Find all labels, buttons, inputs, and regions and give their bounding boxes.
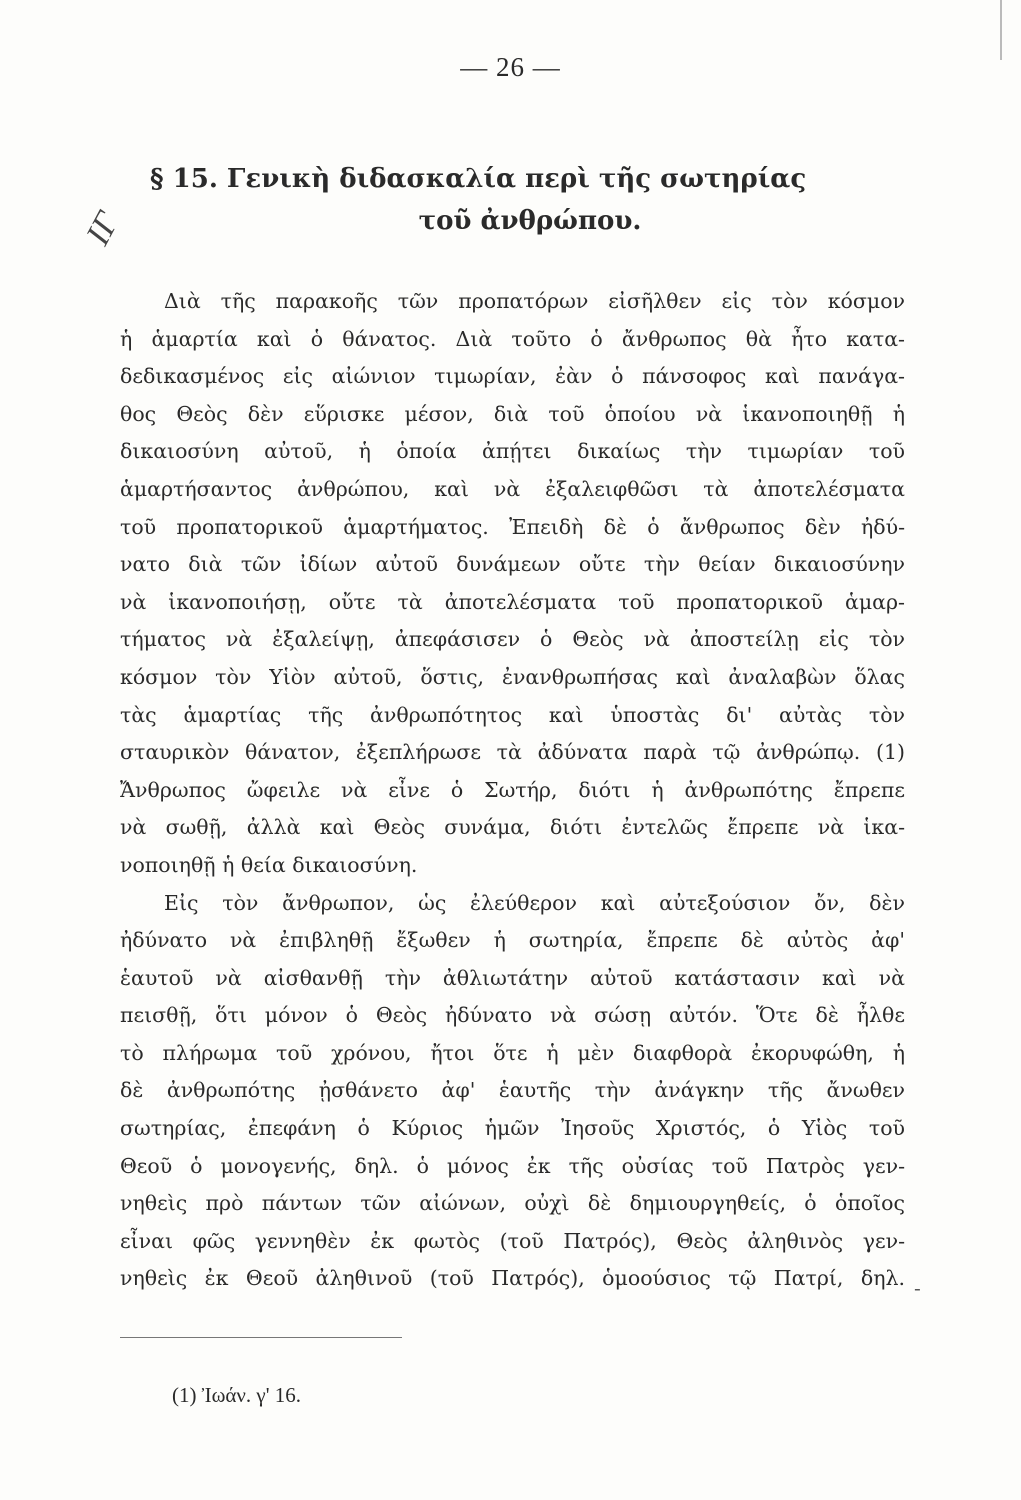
body-line: νηθεὶς ἐκ Θεοῦ ἀληθινοῦ (τοῦ Πατρός), ὁμοούσιος τῷ Πατρί, δηλ. bbox=[120, 1266, 905, 1291]
body-line: δὲ ἀνθρωπότης ᾐσθάνετο ἀφ' ἑαυτῆς τὴν ἀνάγκην τῆς ἄνωθεν bbox=[120, 1078, 905, 1103]
body-line: νὰ σωθῇ, ἀλλὰ καὶ Θεὸς συνάμα, διότι ἐντελῶς ἔπρεπε νὰ ἱκα- bbox=[120, 815, 905, 840]
footnote-divider bbox=[120, 1337, 402, 1338]
stray-mark: - bbox=[914, 1276, 921, 1300]
body-line: σωτηρίας, ἐπεφάνη ὁ Κύριος ἡμῶν Ἰησοῦς Χριστός, ὁ Υἱὸς τοῦ bbox=[120, 1116, 905, 1141]
body-line: σταυρικὸν θάνατον, ἐξεπλήρωσε τὰ ἀδύνατα παρὰ τῷ ἀνθρώπῳ. (1) bbox=[120, 740, 905, 765]
body-line: πεισθῇ, ὅτι μόνον ὁ Θεὸς ἠδύνατο νὰ σώσῃ αὐτόν. Ὅτε δὲ ἦλθε bbox=[120, 1003, 905, 1028]
body-line: τὰς ἁμαρτίας τῆς ἀνθρωπότητος καὶ ὑποστὰς δι' αὐτὰς τὸν bbox=[120, 702, 905, 727]
section-heading-line-2: τοῦ ἀνθρώπου. bbox=[418, 206, 642, 236]
body-text bbox=[120, 283, 905, 1298]
body-line: ἠδύνατο νὰ ἐπιβληθῇ ἔξωθεν ἡ σωτηρία, ἔπρεπε δὲ αὐτὸς ἀφ' bbox=[120, 928, 905, 953]
body-line: θος Θεὸς δὲν εὕρισκε μέσον, διὰ τοῦ ὁποίου νὰ ἱκανοποιηθῇ ἡ bbox=[120, 401, 905, 426]
body-line: νὰ ἱκανοποιήσῃ, οὔτε τὰ ἀποτελέσματα τοῦ προπατορικοῦ ἁμαρ- bbox=[120, 589, 905, 614]
body-line: εἶναι φῶς γεννηθὲν ἐκ φωτὸς (τοῦ Πατρός), Θεὸς ἀληθινὸς γεν- bbox=[120, 1228, 905, 1253]
footnote: (1) Ἰωάν. γ' 16. bbox=[172, 1383, 301, 1407]
page-number: — 26 — bbox=[460, 52, 561, 82]
body-line: Εἰς τὸν ἄνθρωπον, ὡς ἐλεύθερον καὶ αὐτεξούσιον ὄν, δὲν bbox=[164, 890, 905, 915]
body-line: ἑαυτοῦ νὰ αἰσθανθῇ τὴν ἀθλιωτάτην αὐτοῦ κατάστασιν καὶ νὰ bbox=[120, 965, 905, 990]
handwritten-margin-note: ΙΓ bbox=[79, 206, 127, 251]
body-line: τοῦ προπατορικοῦ ἁμαρτήματος. Ἐπειδὴ δὲ ὁ ἄνθρωπος δὲν ἠδύ- bbox=[120, 514, 905, 539]
page-edge-line bbox=[1000, 0, 1002, 60]
section-heading-line-1: § 15. Γενικὴ διδασκαλία περὶ τῆς σωτηρίας bbox=[150, 164, 807, 194]
body-line: ἡ ἁμαρτία καὶ ὁ θάνατος. Διὰ τοῦτο ὁ ἄνθρωπος θὰ ἦτο κατα- bbox=[120, 326, 905, 351]
section-heading bbox=[150, 158, 910, 242]
body-line: νοποιηθῇ ἡ θεία δικαιοσύνη. bbox=[120, 852, 418, 877]
body-line: νατο διὰ τῶν ἰδίων αὐτοῦ δυνάμεων οὔτε τὴν θείαν δικαιοσύνην bbox=[120, 552, 905, 577]
body-line: Θεοῦ ὁ μονογενής, δηλ. ὁ μόνος ἐκ τῆς οὐσίας τοῦ Πατρὸς γεν- bbox=[120, 1153, 905, 1178]
body-line: κόσμον τὸν Υἱὸν αὐτοῦ, ὅστις, ἐνανθρωπήσας καὶ ἀναλαβὼν ὅλας bbox=[120, 664, 905, 689]
body-line: Διὰ τῆς παρακοῆς τῶν προπατόρων εἰσῆλθεν εἰς τὸν κόσμον bbox=[164, 289, 905, 313]
body-line: ἁμαρτήσαντος ἀνθρώπου, καὶ νὰ ἐξαλειφθῶσι τὰ ἀποτελέσματα bbox=[120, 476, 905, 501]
body-line: τὸ πλήρωμα τοῦ χρόνου, ἤτοι ὅτε ἡ μὲν διαφθορὰ ἐκορυφώθη, ἡ bbox=[120, 1040, 905, 1065]
body-line: δικαιοσύνη αὐτοῦ, ἡ ὁποία ἀπῄτει δικαίως τὴν τιμωρίαν τοῦ bbox=[120, 439, 905, 464]
body-line: δεδικασμένος εἰς αἰώνιον τιμωρίαν, ἐὰν ὁ πάνσοφος καὶ πανάγα- bbox=[120, 364, 905, 389]
body-line: Ἄνθρωπος ὤφειλε νὰ εἶνε ὁ Σωτήρ, διότι ἡ ἀνθρωπότης ἔπρεπε bbox=[120, 777, 905, 802]
body-line: τήματος νὰ ἐξαλείψῃ, ἀπεφάσισεν ὁ Θεὸς νὰ ἀποστείλῃ εἰς τὸν bbox=[120, 627, 905, 652]
body-line: νηθεὶς πρὸ πάντων τῶν αἰώνων, οὐχὶ δὲ δημιουργηθείς, ὁ ὁποῖος bbox=[120, 1191, 905, 1216]
